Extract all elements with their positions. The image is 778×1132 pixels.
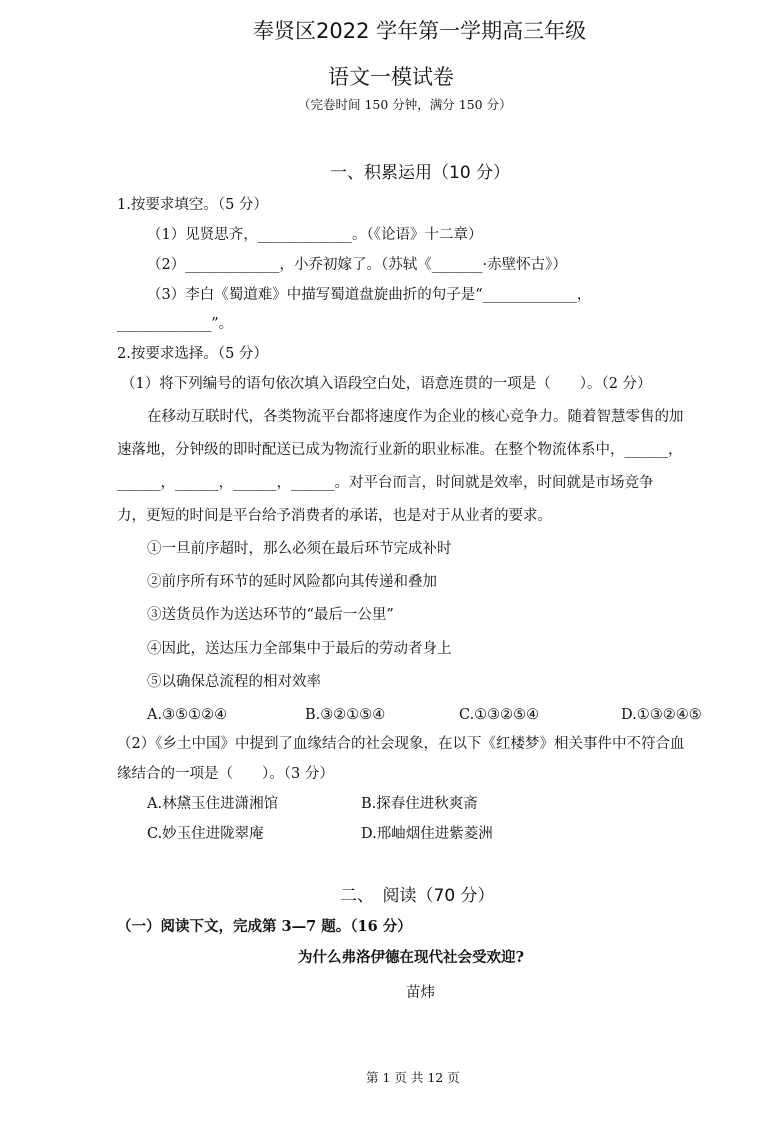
passage-line: 在移动互联时代，各类物流平台都将速度作为企业的核心竞争力。随着智慧零售的加 <box>147 409 684 425</box>
reading-part-heading: （一）阅读下文，完成第 3—7 题。（16 分） <box>117 918 412 935</box>
option-a: A.林黛玉住进潇湘馆 <box>147 796 279 812</box>
option-d: D.邢岫烟住进紫菱洲 <box>361 826 493 842</box>
question-item: （3）李白《蜀道难》中描写蜀道盘旋曲折的句子是“_____________， <box>147 287 592 303</box>
question-stem: 1.按要求填空。（5 分） <box>117 197 268 213</box>
exam-subtitle: 语文一模试卷 <box>328 65 454 89</box>
statement: ③送货员作为送达环节的“最后一公里” <box>147 607 394 623</box>
section-heading: 二、 阅读（70 分） <box>340 886 495 906</box>
exam-title: 奉贤区2022 学年第一学期高三年级 <box>253 19 587 43</box>
sub-question: （2）《乡土中国》中提到了血缘结合的社会现象，在以下《红楼梦》相关事件中不符合血 <box>117 736 685 752</box>
option-d: D.①③②④⑤ <box>621 707 702 723</box>
question-item: （2）_____________，小乔初嫁了。（苏轼《_______·赤壁怀古》） <box>147 257 567 273</box>
sub-question: （1）将下列编号的语句依次填入语段空白处，语意连贯的一项是（ ）。（2 分） <box>121 376 652 392</box>
question-stem: 2.按要求选择。（5 分） <box>117 346 268 362</box>
option-b: B.③②①⑤④ <box>305 707 386 723</box>
section-heading: 一、积累运用（10 分） <box>330 163 511 183</box>
question-item: （1）见贤思齐，_____________。（《论语》十二章） <box>147 227 483 243</box>
option-b: B.探春住进秋爽斋 <box>361 796 478 812</box>
statement: ⑤以确保总流程的相对效率 <box>147 674 321 690</box>
page-number: 第 1 页 共 12 页 <box>366 1070 460 1085</box>
article-author: 苗炜 <box>406 985 435 1001</box>
statement: ①一旦前序超时，那么必须在最后环节完成补时 <box>147 541 452 557</box>
option-c: C.①③②⑤④ <box>459 707 540 723</box>
statement: ④因此，送达压力全部集中于最后的劳动者身上 <box>147 641 452 657</box>
article-title: 为什么弗洛伊德在现代社会受欢迎? <box>298 949 524 966</box>
question-item: _____________”。 <box>117 316 234 332</box>
sub-question: 缘结合的一项是（ ）。（3 分） <box>117 766 334 782</box>
statement: ②前序所有环节的延时风险都向其传递和叠加 <box>147 574 437 590</box>
exam-info: （完卷时间 150 分钟，满分 150 分） <box>298 97 512 112</box>
passage-line: 速落地，分钟级的即时配送已成为物流行业新的职业标准。在整个物流体系中，______， <box>117 442 683 458</box>
option-c: C.妙玉住进陇翠庵 <box>147 826 264 842</box>
passage-line: ______，______，______，______。对平台而言，时间就是效率，时间就是市场竞争 <box>117 475 654 491</box>
passage-line: 力，更短的时间是平台给予消费者的承诺，也是对于从业者的要求。 <box>117 508 552 524</box>
option-a: A.③⑤①②④ <box>147 707 228 723</box>
